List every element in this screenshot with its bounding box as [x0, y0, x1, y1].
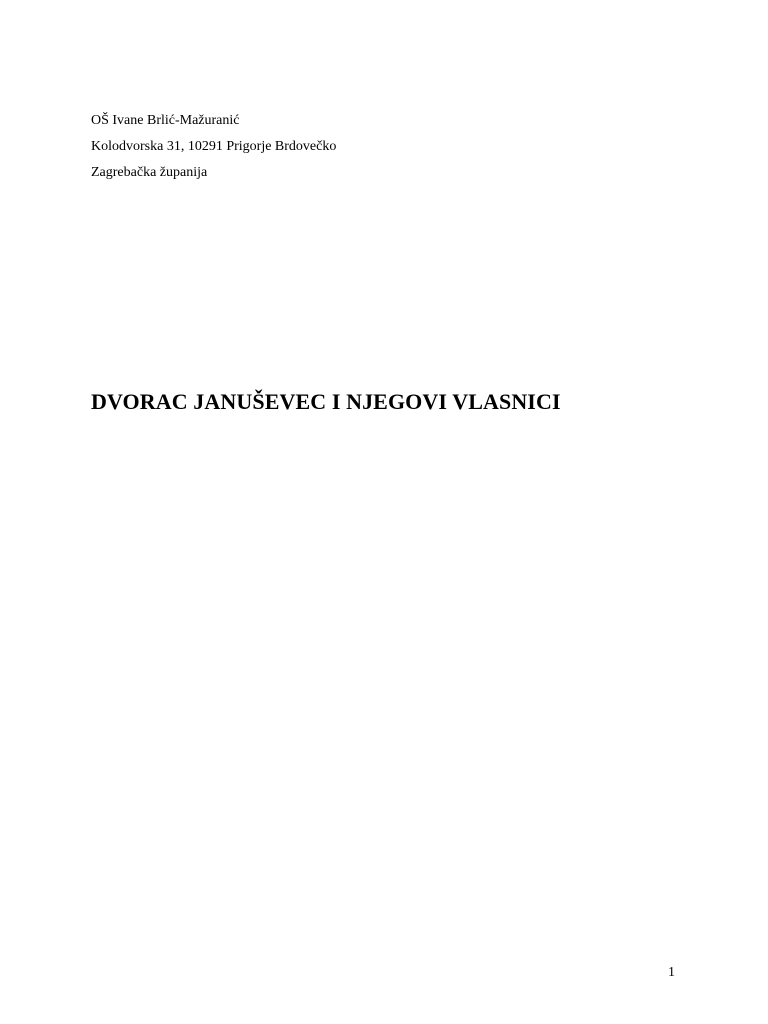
page-number: 1 — [668, 965, 675, 980]
school-header — [91, 108, 336, 186]
school-name: OŠ Ivane Brlić-Mažuranić — [91, 113, 240, 128]
document-title: DVORAC JANUŠEVEC I NJEGOVI VLASNICI — [91, 389, 561, 414]
school-address: Kolodvorska 31, 10291 Prigorje Brdovečko — [91, 139, 337, 154]
school-county: Zagrebačka županija — [91, 165, 208, 180]
